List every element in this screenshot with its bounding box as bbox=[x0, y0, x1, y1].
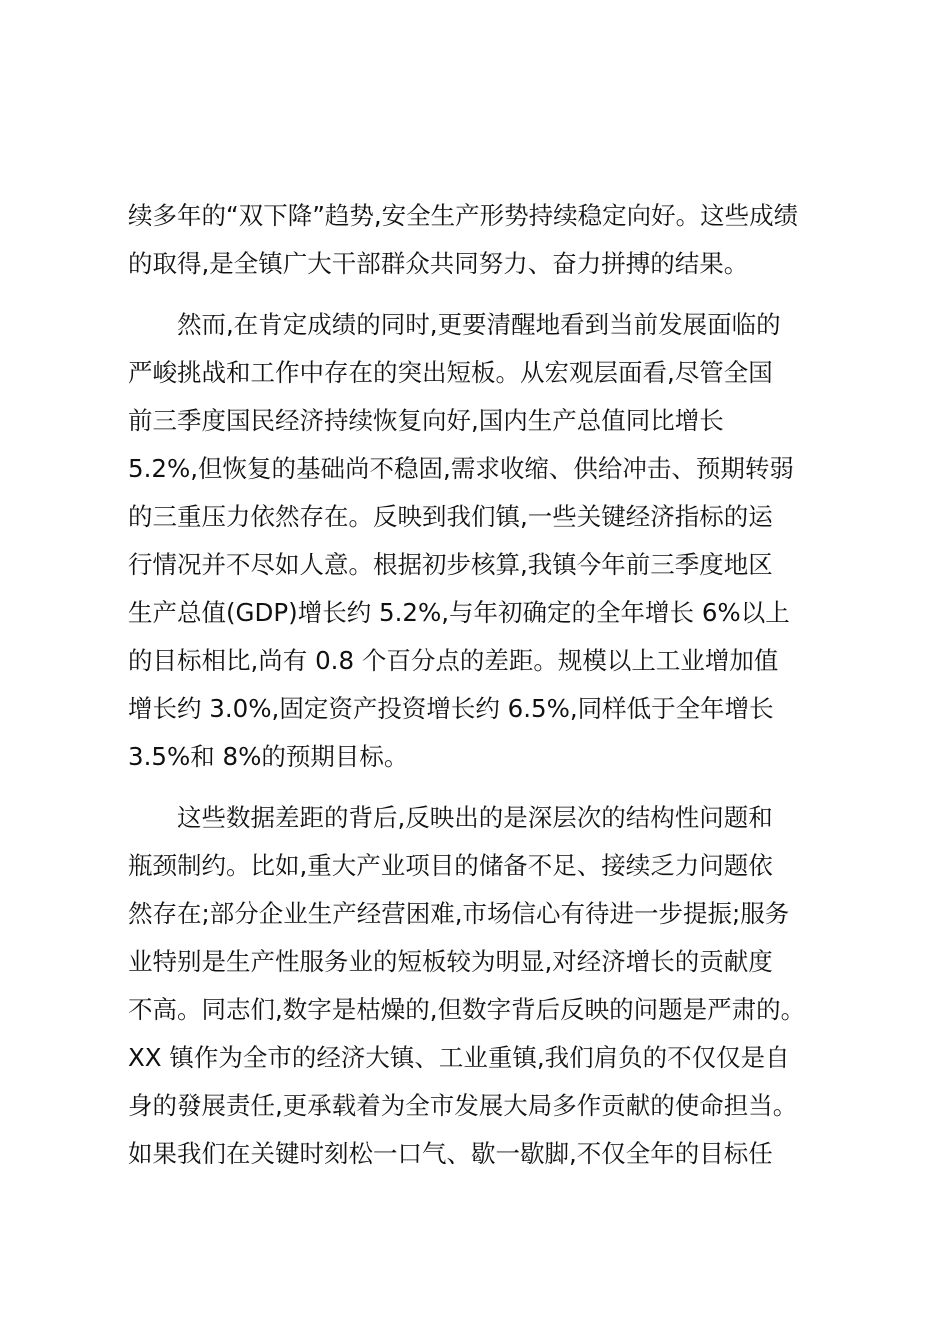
text-line: 这些数据差距的背后,反映出的是深层次的结构性问题和 bbox=[177, 803, 773, 832]
text-line: 的三重压力依然存在。反映到我们镇,一些关键经济指标的运 bbox=[128, 502, 773, 531]
paragraph-structural-issues bbox=[128, 794, 828, 1178]
text-line: 身的發展责任,更承载着为全市发展大局多作贡献的使命担当。 bbox=[128, 1091, 798, 1120]
text-line: 如果我们在关键时刻松一口气、歇一歇脚,不仅全年的目标任 bbox=[128, 1139, 773, 1168]
text-line: 的目标相比,尚有 0.8 个百分点的差距。规模以上工业增加值 bbox=[128, 646, 779, 675]
text-line: 续多年的“双下降”趋势,安全生产形势持续稳定向好。这些成绩 bbox=[128, 201, 799, 230]
text-line: 然而,在肯定成绩的同时,更要清醒地看到当前发展面临的 bbox=[177, 310, 781, 339]
text-line: 然存在;部分企业生产经营困难,市场信心有待进一步提振;服务 bbox=[128, 899, 790, 928]
text-line: 生产总值(GDP)增长约 5.2%,与年初确定的全年增长 6%以上 bbox=[128, 598, 790, 627]
paragraph-achievements bbox=[128, 192, 828, 288]
text-line: 的取得,是全镇广大干部群众共同努力、奋力拼搏的结果。 bbox=[128, 249, 749, 278]
text-line: 增长约 3.0%,固定资产投资增长约 6.5%,同样低于全年增长 bbox=[128, 694, 774, 723]
text-line: 5.2%,但恢复的基础尚不稳固,需求收缩、供给冲击、预期转弱 bbox=[128, 454, 794, 483]
text-line: 不高。同志们,数字是枯燥的,但数字背后反映的问题是严肃的。 bbox=[128, 995, 806, 1024]
text-line: 前三季度国民经济持续恢复向好,国内生产总值同比增长 bbox=[128, 406, 724, 435]
text-line: 严峻挑战和工作中存在的突出短板。从宏观层面看,尽管全国 bbox=[128, 358, 773, 387]
text-line: 行情况并不尽如人意。根据初步核算,我镇今年前三季度地区 bbox=[128, 550, 773, 579]
text-line: 业特别是生产性服务业的短板较为明显,对经济增长的贡献度 bbox=[128, 947, 773, 976]
paragraph-challenges bbox=[128, 301, 828, 781]
text-line: 瓶颈制约。比如,重大产业项目的储备不足、接续乏力问题依 bbox=[128, 851, 773, 880]
body-text bbox=[128, 192, 828, 1178]
text-line: 3.5%和 8%的预期目标。 bbox=[128, 742, 409, 771]
text-line: XX 镇作为全市的经济大镇、工业重镇,我们肩负的不仅仅是自 bbox=[128, 1043, 790, 1072]
